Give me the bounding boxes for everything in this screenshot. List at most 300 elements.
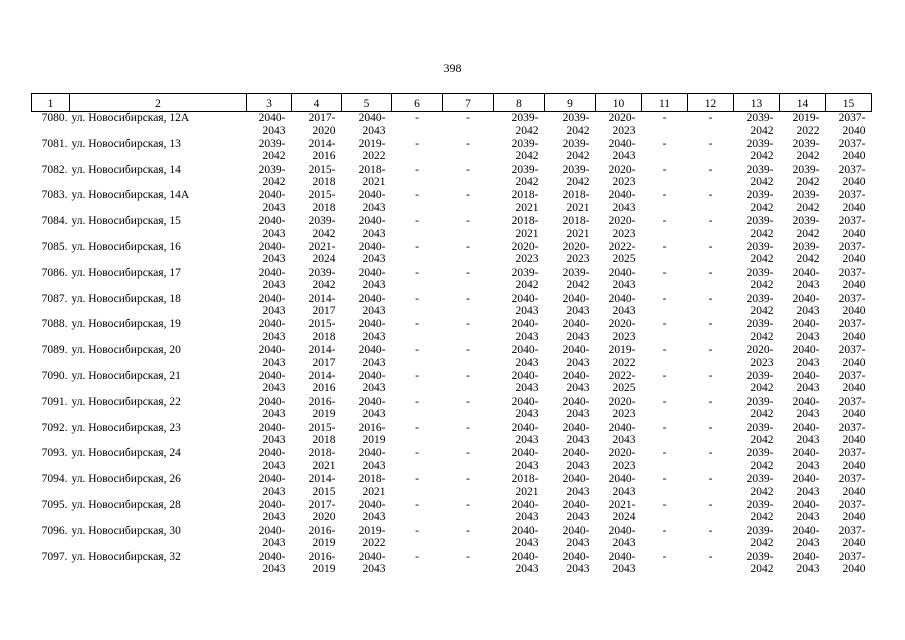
period-line: 2042 bbox=[750, 176, 774, 189]
period-line: 2042 bbox=[796, 253, 820, 266]
empty-cell: - bbox=[466, 137, 470, 150]
period-cell bbox=[342, 473, 392, 499]
period-cell bbox=[342, 138, 392, 164]
period-line: 2040- bbox=[258, 318, 286, 331]
period-line: 2043 bbox=[566, 511, 590, 524]
period-line: 2017- bbox=[308, 498, 336, 511]
period-cell bbox=[292, 138, 342, 164]
period-cell bbox=[734, 473, 780, 499]
period-cell bbox=[826, 293, 872, 319]
empty-cell: - bbox=[466, 344, 470, 357]
period-line: 2040- bbox=[792, 524, 820, 537]
period-line: 2040- bbox=[792, 447, 820, 460]
period-line: 2040- bbox=[562, 550, 590, 563]
period-line: 2039- bbox=[792, 215, 820, 228]
period-cell bbox=[545, 189, 596, 215]
period-line: 2039- bbox=[746, 524, 774, 537]
period-line: 2043 bbox=[796, 459, 820, 472]
period-line: 2040- bbox=[258, 266, 286, 279]
period-line: 2043 bbox=[796, 330, 820, 343]
period-cell bbox=[342, 215, 392, 241]
period-cell bbox=[342, 241, 392, 267]
period-line: 2042 bbox=[796, 227, 820, 240]
period-cell bbox=[734, 525, 780, 551]
empty-cell: - bbox=[708, 266, 713, 279]
table-row bbox=[32, 499, 872, 525]
empty-cell: - bbox=[415, 240, 419, 253]
period-line: 2043 bbox=[362, 563, 386, 576]
period-line: 2017- bbox=[308, 112, 336, 124]
period-line: 2018- bbox=[562, 189, 590, 202]
period-line: 2040- bbox=[562, 318, 590, 331]
row-number: 7092. bbox=[41, 421, 68, 434]
period-line: 2021 bbox=[312, 459, 336, 472]
period-line: 2039- bbox=[746, 369, 774, 382]
period-cell bbox=[734, 370, 780, 396]
period-cell bbox=[826, 267, 872, 293]
address-cell: ул. Новосибирская, 28 bbox=[71, 498, 181, 511]
row-number: 7086. bbox=[41, 266, 68, 279]
period-cell bbox=[545, 473, 596, 499]
empty-cell: - bbox=[662, 137, 667, 150]
period-line: 2043 bbox=[262, 485, 286, 498]
period-line: 2040- bbox=[358, 447, 386, 460]
period-line: 2040- bbox=[792, 266, 820, 279]
period-line: 2023 bbox=[612, 227, 636, 240]
period-line: 2040- bbox=[792, 395, 820, 408]
empty-cell: - bbox=[662, 240, 667, 253]
period-line: 2040- bbox=[258, 395, 286, 408]
period-line: 2043 bbox=[262, 434, 286, 447]
column-header: 13 bbox=[734, 94, 780, 112]
period-line: 2040 bbox=[842, 253, 866, 266]
period-line: 2021 bbox=[362, 485, 386, 498]
period-line: 2018- bbox=[562, 215, 590, 228]
period-cell bbox=[780, 370, 826, 396]
period-line: 2039- bbox=[308, 266, 336, 279]
period-cell bbox=[247, 241, 292, 267]
period-line: 2039- bbox=[746, 318, 774, 331]
period-line: 2042 bbox=[566, 150, 590, 163]
empty-cell: - bbox=[708, 421, 713, 434]
period-cell bbox=[545, 447, 596, 473]
empty-cell: - bbox=[662, 112, 667, 124]
period-cell bbox=[545, 241, 596, 267]
period-line: 2040- bbox=[258, 498, 286, 511]
period-line: 2022- bbox=[608, 369, 636, 382]
period-line: 2043 bbox=[362, 253, 386, 266]
table-row bbox=[32, 241, 872, 267]
period-cell bbox=[826, 318, 872, 344]
empty-cell: - bbox=[415, 163, 419, 176]
period-cell bbox=[494, 422, 545, 448]
address-cell: ул. Новосибирская, 16 bbox=[71, 240, 181, 253]
period-cell bbox=[826, 422, 872, 448]
period-line: 2018 bbox=[312, 434, 336, 447]
period-line: 2042 bbox=[796, 201, 820, 214]
period-line: 2040- bbox=[792, 318, 820, 331]
empty-cell: - bbox=[708, 240, 713, 253]
period-cell bbox=[342, 112, 392, 138]
period-line: 2015- bbox=[308, 318, 336, 331]
address-cell: ул. Новосибирская, 30 bbox=[71, 524, 181, 537]
period-line: 2040 bbox=[842, 330, 866, 343]
period-line: 2015- bbox=[308, 189, 336, 202]
empty-cell: - bbox=[466, 240, 470, 253]
period-line: 2040 bbox=[842, 279, 866, 292]
period-line: 2040 bbox=[842, 485, 866, 498]
row-number: 7090. bbox=[41, 369, 68, 382]
period-line: 2020- bbox=[562, 240, 590, 253]
period-line: 2020 bbox=[312, 511, 336, 524]
period-line: 2042 bbox=[312, 227, 336, 240]
period-line: 2040- bbox=[608, 266, 636, 279]
period-line: 2023 bbox=[612, 408, 636, 421]
period-line: 2021 bbox=[515, 227, 539, 240]
period-cell bbox=[545, 293, 596, 319]
empty-cell: - bbox=[415, 215, 419, 228]
period-cell bbox=[734, 189, 780, 215]
empty-cell: - bbox=[466, 550, 470, 563]
column-header: 5 bbox=[342, 94, 392, 112]
period-line: 2019- bbox=[792, 112, 820, 124]
period-cell bbox=[596, 525, 642, 551]
period-line: 2043 bbox=[566, 434, 590, 447]
row-number: 7089. bbox=[41, 344, 68, 357]
period-line: 2040- bbox=[608, 189, 636, 202]
period-line: 2037- bbox=[838, 318, 866, 331]
period-line: 2040- bbox=[511, 498, 539, 511]
period-line: 2040- bbox=[358, 498, 386, 511]
empty-cell: - bbox=[466, 524, 470, 537]
period-line: 2014- bbox=[308, 473, 336, 486]
period-cell bbox=[734, 318, 780, 344]
period-line: 2018 bbox=[312, 176, 336, 189]
period-line: 2040- bbox=[358, 369, 386, 382]
period-cell bbox=[247, 447, 292, 473]
period-line: 2039- bbox=[792, 240, 820, 253]
data-table bbox=[31, 93, 872, 576]
period-line: 2043 bbox=[262, 305, 286, 318]
period-line: 2040- bbox=[258, 473, 286, 486]
period-cell bbox=[545, 525, 596, 551]
period-line: 2022- bbox=[608, 240, 636, 253]
period-line: 2043 bbox=[362, 279, 386, 292]
period-line: 2019 bbox=[312, 408, 336, 421]
period-line: 2042 bbox=[750, 459, 774, 472]
empty-cell: - bbox=[708, 189, 713, 202]
period-line: 2040- bbox=[562, 421, 590, 434]
empty-cell: - bbox=[466, 215, 470, 228]
period-line: 2042 bbox=[750, 124, 774, 137]
empty-cell: - bbox=[662, 163, 667, 176]
period-cell bbox=[342, 267, 392, 293]
period-cell bbox=[247, 551, 292, 577]
period-cell bbox=[596, 138, 642, 164]
period-cell bbox=[342, 318, 392, 344]
period-line: 2042 bbox=[750, 201, 774, 214]
period-line: 2043 bbox=[566, 305, 590, 318]
period-cell bbox=[596, 551, 642, 577]
period-line: 2019- bbox=[358, 137, 386, 150]
period-cell bbox=[494, 241, 545, 267]
period-line: 2021- bbox=[608, 498, 636, 511]
period-line: 2040- bbox=[358, 240, 386, 253]
period-line: 2040- bbox=[258, 447, 286, 460]
period-cell bbox=[292, 164, 342, 190]
period-line: 2039- bbox=[511, 163, 539, 176]
period-line: 2043 bbox=[612, 563, 636, 576]
empty-cell: - bbox=[415, 344, 419, 357]
period-cell bbox=[292, 396, 342, 422]
period-cell bbox=[734, 293, 780, 319]
table-row bbox=[32, 112, 872, 138]
period-line: 2037- bbox=[838, 137, 866, 150]
row-number: 7082. bbox=[41, 163, 68, 176]
period-line: 2020- bbox=[608, 215, 636, 228]
empty-cell: - bbox=[708, 524, 713, 537]
period-line: 2039- bbox=[746, 498, 774, 511]
period-cell bbox=[734, 396, 780, 422]
period-line: 2040- bbox=[358, 344, 386, 357]
address-cell: ул. Новосибирская, 18 bbox=[71, 292, 181, 305]
period-line: 2043 bbox=[566, 356, 590, 369]
address-cell: ул. Новосибирская, 22 bbox=[71, 395, 181, 408]
period-cell bbox=[780, 344, 826, 370]
page-number: 398 bbox=[443, 61, 462, 75]
empty-cell: - bbox=[415, 550, 419, 563]
period-cell bbox=[545, 112, 596, 138]
column-header: 11 bbox=[642, 94, 688, 112]
period-line: 2042 bbox=[750, 279, 774, 292]
row-number: 7087. bbox=[41, 292, 68, 305]
row-number: 7084. bbox=[41, 215, 68, 228]
period-cell bbox=[342, 422, 392, 448]
period-cell bbox=[247, 318, 292, 344]
period-cell bbox=[292, 525, 342, 551]
period-line: 2015- bbox=[308, 163, 336, 176]
period-line: 2014- bbox=[308, 344, 336, 357]
period-line: 2042 bbox=[515, 279, 539, 292]
column-header: 7 bbox=[443, 94, 494, 112]
row-number: 7094. bbox=[41, 473, 68, 486]
address-cell: ул. Новосибирская, 14 bbox=[71, 163, 181, 176]
period-cell bbox=[734, 241, 780, 267]
period-line: 2022 bbox=[362, 150, 386, 163]
column-header: 1 bbox=[32, 94, 70, 112]
period-line: 2018- bbox=[358, 163, 386, 176]
empty-cell: - bbox=[662, 550, 667, 563]
empty-cell: - bbox=[415, 498, 419, 511]
period-line: 2037- bbox=[838, 112, 866, 124]
period-line: 2015- bbox=[308, 421, 336, 434]
period-line: 2014- bbox=[308, 137, 336, 150]
period-line: 2040- bbox=[608, 292, 636, 305]
period-cell bbox=[596, 241, 642, 267]
period-cell bbox=[342, 189, 392, 215]
period-line: 2014- bbox=[308, 292, 336, 305]
period-line: 2040- bbox=[358, 292, 386, 305]
period-line: 2043 bbox=[262, 279, 286, 292]
period-line: 2016 bbox=[312, 150, 336, 163]
period-cell bbox=[292, 112, 342, 138]
empty-cell: - bbox=[708, 395, 713, 408]
period-cell bbox=[247, 112, 292, 138]
period-line: 2042 bbox=[262, 176, 286, 189]
period-line: 2043 bbox=[262, 201, 286, 214]
empty-cell: - bbox=[466, 395, 470, 408]
period-line: 2042 bbox=[750, 563, 774, 576]
period-cell bbox=[596, 473, 642, 499]
period-cell bbox=[545, 344, 596, 370]
period-cell bbox=[342, 551, 392, 577]
period-line: 2037- bbox=[838, 215, 866, 228]
period-line: 2018- bbox=[511, 189, 539, 202]
period-cell bbox=[596, 344, 642, 370]
period-line: 2039- bbox=[746, 112, 774, 124]
period-cell bbox=[292, 447, 342, 473]
period-cell bbox=[247, 267, 292, 293]
period-cell bbox=[596, 112, 642, 138]
period-line: 2040- bbox=[562, 473, 590, 486]
period-line: 2021 bbox=[566, 227, 590, 240]
period-line: 2042 bbox=[750, 150, 774, 163]
period-cell bbox=[780, 499, 826, 525]
period-cell bbox=[494, 293, 545, 319]
table-row bbox=[32, 318, 872, 344]
empty-cell: - bbox=[466, 421, 470, 434]
period-line: 2040 bbox=[842, 434, 866, 447]
period-cell bbox=[247, 473, 292, 499]
period-cell bbox=[734, 138, 780, 164]
period-line: 2020- bbox=[608, 318, 636, 331]
period-cell bbox=[826, 551, 872, 577]
period-line: 2040- bbox=[511, 318, 539, 331]
column-header: 8 bbox=[494, 94, 545, 112]
period-cell bbox=[826, 112, 872, 138]
period-cell bbox=[826, 164, 872, 190]
period-line: 2042 bbox=[796, 150, 820, 163]
period-line: 2040- bbox=[608, 473, 636, 486]
period-line: 2023 bbox=[612, 124, 636, 137]
period-line: 2040 bbox=[842, 201, 866, 214]
period-line: 2018 bbox=[312, 201, 336, 214]
period-cell bbox=[292, 370, 342, 396]
table-row bbox=[32, 267, 872, 293]
period-line: 2043 bbox=[796, 408, 820, 421]
column-header: 2 bbox=[70, 94, 247, 112]
period-line: 2039- bbox=[746, 163, 774, 176]
empty-cell: - bbox=[708, 344, 713, 357]
period-line: 2039- bbox=[308, 215, 336, 228]
period-line: 2019 bbox=[362, 434, 386, 447]
empty-cell: - bbox=[662, 369, 667, 382]
period-cell bbox=[292, 318, 342, 344]
period-line: 2037- bbox=[838, 395, 866, 408]
period-line: 2039- bbox=[562, 163, 590, 176]
period-line: 2042 bbox=[566, 279, 590, 292]
empty-cell: - bbox=[415, 369, 419, 382]
address-cell: ул. Новосибирская, 21 bbox=[71, 369, 181, 382]
period-line: 2043 bbox=[262, 408, 286, 421]
period-line: 2043 bbox=[362, 330, 386, 343]
empty-cell: - bbox=[466, 447, 470, 460]
period-line: 2021- bbox=[308, 240, 336, 253]
period-line: 2043 bbox=[515, 459, 539, 472]
period-line: 2043 bbox=[796, 434, 820, 447]
period-cell bbox=[292, 499, 342, 525]
period-line: 2040- bbox=[562, 395, 590, 408]
table-row bbox=[32, 293, 872, 319]
period-line: 2040- bbox=[511, 369, 539, 382]
period-line: 2039- bbox=[746, 447, 774, 460]
period-cell bbox=[545, 267, 596, 293]
period-line: 2039- bbox=[792, 137, 820, 150]
period-cell bbox=[780, 422, 826, 448]
period-line: 2043 bbox=[515, 305, 539, 318]
period-cell bbox=[596, 447, 642, 473]
period-line: 2040 bbox=[842, 227, 866, 240]
period-line: 2039- bbox=[258, 137, 286, 150]
period-line: 2040- bbox=[511, 395, 539, 408]
address-cell: ул. Новосибирская, 14А bbox=[71, 189, 190, 202]
period-line: 2040- bbox=[608, 421, 636, 434]
table-row bbox=[32, 189, 872, 215]
row-number: 7081. bbox=[41, 137, 68, 150]
period-line: 2018- bbox=[511, 215, 539, 228]
period-line: 2043 bbox=[796, 485, 820, 498]
period-line: 2020 bbox=[312, 124, 336, 137]
empty-cell: - bbox=[662, 344, 667, 357]
empty-cell: - bbox=[662, 395, 667, 408]
period-cell bbox=[545, 499, 596, 525]
period-line: 2042 bbox=[750, 305, 774, 318]
empty-cell: - bbox=[415, 266, 419, 279]
period-line: 2040 bbox=[842, 150, 866, 163]
period-line: 2017 bbox=[312, 305, 336, 318]
period-line: 2040- bbox=[608, 524, 636, 537]
period-line: 2040 bbox=[842, 563, 866, 576]
column-header: 15 bbox=[826, 94, 872, 112]
period-line: 2043 bbox=[362, 305, 386, 318]
period-line: 2043 bbox=[262, 253, 286, 266]
period-line: 2016- bbox=[308, 550, 336, 563]
period-line: 2043 bbox=[515, 511, 539, 524]
period-line: 2039- bbox=[746, 137, 774, 150]
period-line: 2043 bbox=[612, 485, 636, 498]
period-line: 2040- bbox=[511, 344, 539, 357]
period-line: 2037- bbox=[838, 292, 866, 305]
period-line: 2043 bbox=[566, 382, 590, 395]
period-cell bbox=[494, 138, 545, 164]
table-row bbox=[32, 396, 872, 422]
empty-cell: - bbox=[415, 318, 419, 331]
period-line: 2040- bbox=[562, 344, 590, 357]
empty-cell: - bbox=[415, 524, 419, 537]
period-cell bbox=[494, 164, 545, 190]
period-line: 2043 bbox=[566, 459, 590, 472]
period-line: 2040- bbox=[358, 550, 386, 563]
period-line: 2018- bbox=[308, 447, 336, 460]
period-line: 2040- bbox=[562, 292, 590, 305]
period-cell bbox=[494, 396, 545, 422]
period-cell bbox=[494, 551, 545, 577]
period-line: 2043 bbox=[515, 408, 539, 421]
period-line: 2043 bbox=[362, 124, 386, 137]
period-cell bbox=[494, 447, 545, 473]
period-line: 2021 bbox=[362, 176, 386, 189]
period-line: 2040- bbox=[511, 447, 539, 460]
